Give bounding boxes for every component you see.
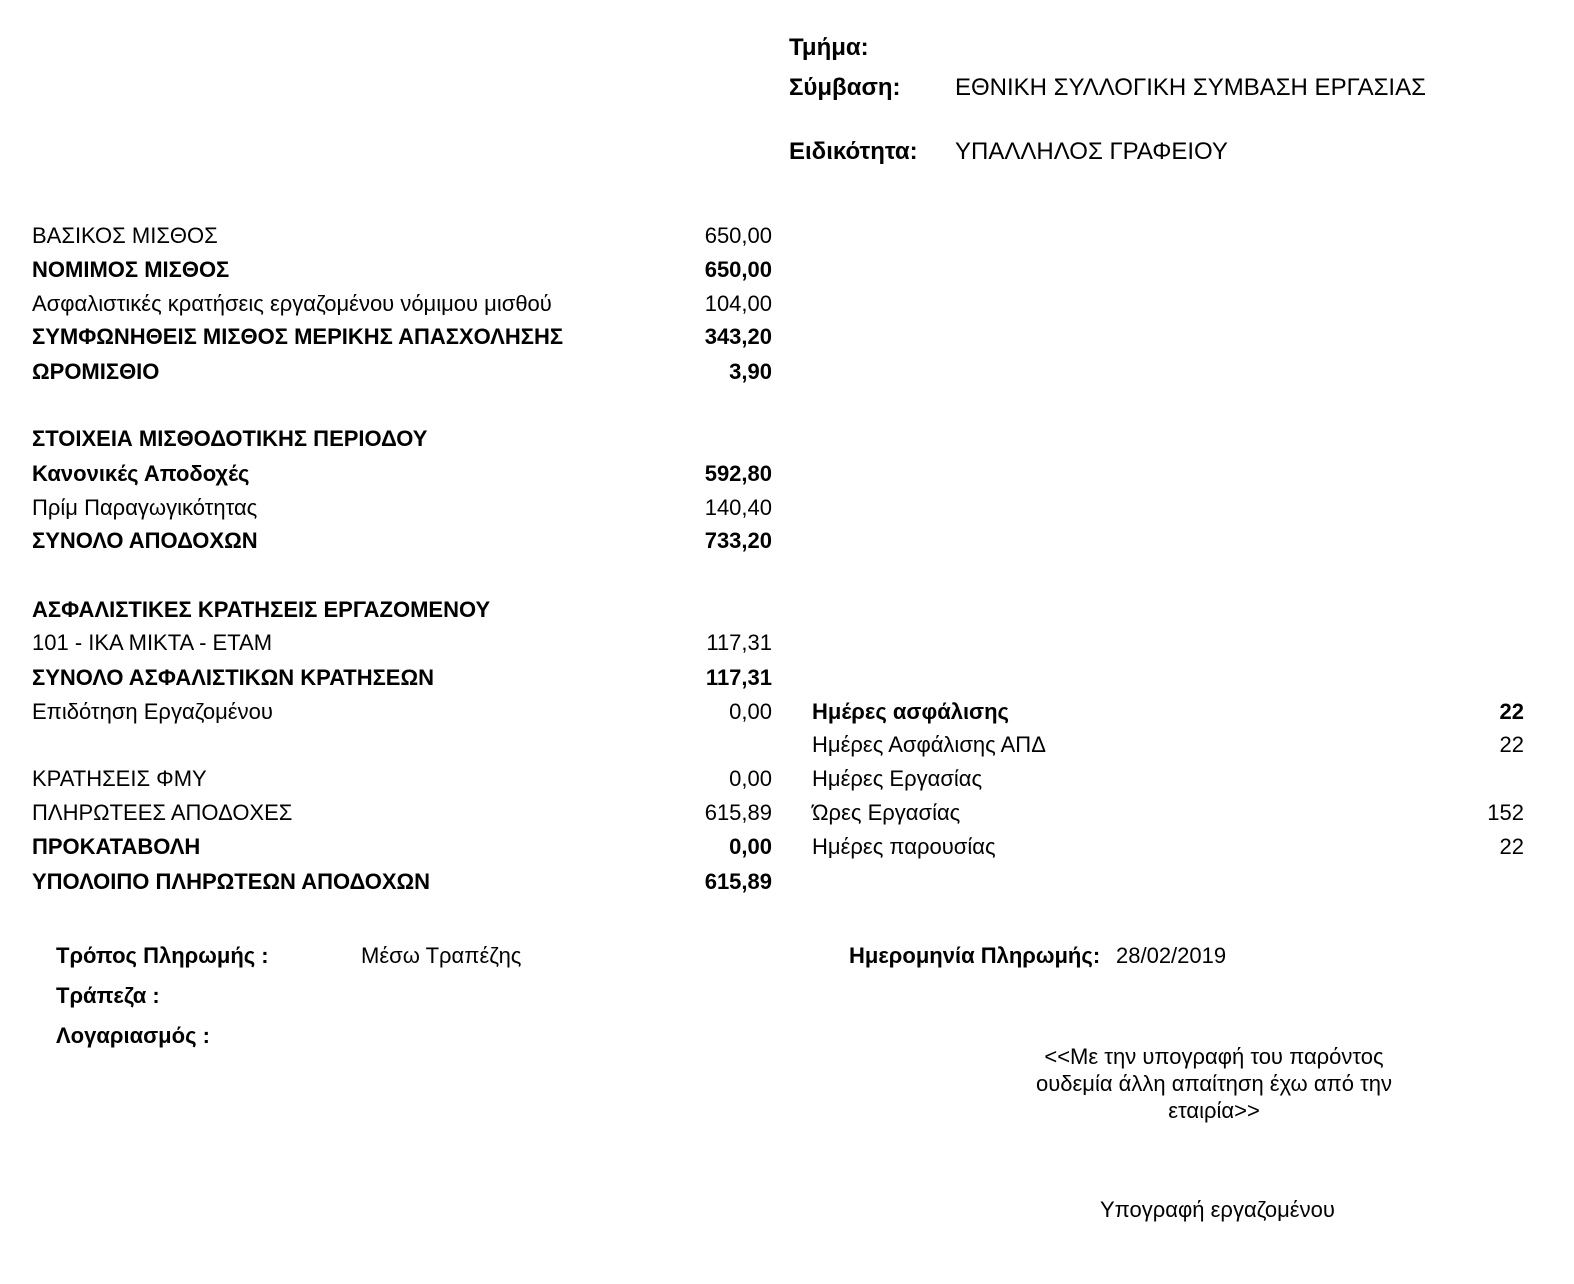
- signature-label: Υπογραφή εργαζομένου: [1100, 1197, 1335, 1222]
- final-line-value: 615,89: [704, 800, 772, 825]
- insurance-title: ΑΣΦΑΛΙΣΤΙΚΕΣ ΚΡΑΤΗΣΕΙΣ ΕΡΓΑΖΟΜΕΝΟΥ: [32, 597, 491, 622]
- payment-method-value: Μέσω Τραπέζης: [361, 943, 522, 968]
- days-line-label: Ημέρες Εργασίας: [812, 766, 983, 791]
- final-line-value: 0,00: [729, 834, 772, 859]
- final-line-label: ΥΠΟΛΟΙΠΟ ΠΛΗΡΩΤΕΩΝ ΑΠΟΔΟΧΩΝ: [32, 869, 431, 894]
- salary-line-value: 650,00: [704, 223, 772, 248]
- insurance-line-label: ΣΥΝΟΛΟ ΑΣΦΑΛΙΣΤΙΚΩΝ ΚΡΑΤΗΣΕΩΝ: [32, 665, 435, 690]
- declaration-line: <<Με την υπογραφή του παρόντος: [1044, 1044, 1384, 1069]
- period-line-label: Κανονικές Αποδοχές: [32, 461, 250, 486]
- days-line-label: Ημέρες ασφάλισης: [812, 699, 1009, 724]
- days-line-label: Ώρες Εργασίας: [812, 800, 961, 825]
- declaration-line: ουδεμία άλλη απαίτηση έχω από την: [1035, 1071, 1393, 1096]
- days-line-value: 22: [1499, 732, 1524, 757]
- final-line-label: ΠΛΗΡΩΤΕΕΣ ΑΠΟΔΟΧΕΣ: [32, 800, 293, 825]
- period-line-label: ΣΥΝΟΛΟ ΑΠΟΔΟΧΩΝ: [32, 528, 258, 553]
- salary-line-label: ΣΥΜΦΩΝΗΘΕΙΣ ΜΙΣΘΟΣ ΜΕΡΙΚΗΣ ΑΠΑΣΧΟΛΗΣΗΣ: [32, 324, 564, 349]
- insurance-line-value: 117,31: [705, 665, 772, 690]
- salary-line-label: ΒΑΣΙΚΟΣ ΜΙΣΘΟΣ: [32, 223, 218, 248]
- days-line-label: Ημέρες Ασφάλισης ΑΠΔ: [812, 732, 1046, 757]
- days-line-value: 22: [1499, 699, 1524, 724]
- days-line-label: Ημέρες παρουσίας: [812, 834, 996, 859]
- final-line-label: ΠΡΟΚΑΤΑΒΟΛΗ: [32, 834, 201, 859]
- salary-line-value: 104,00: [704, 291, 772, 316]
- period-line-label: Πρίμ Παραγωγικότητας: [32, 495, 258, 520]
- final-line-value: 0,00: [729, 766, 772, 791]
- insurance-line-label: Επιδότηση Εργαζομένου: [32, 699, 273, 724]
- days-line-value: 152: [1487, 800, 1524, 825]
- contract-value: ΕΘΝΙΚΗ ΣΥΛΛΟΓΙΚΗ ΣΥΜΒΑΣΗ ΕΡΓΑΣΙΑΣ: [955, 74, 1426, 101]
- days-line-value: 22: [1499, 834, 1524, 859]
- salary-line-label: Ασφαλιστικές κρατήσεις εργαζομένου νόμιμου μισθού: [32, 291, 552, 316]
- specialty-label: Ειδικότητα:: [789, 138, 918, 165]
- final-line-value: 615,89: [704, 869, 772, 894]
- insurance-line-value: 117,31: [706, 630, 772, 655]
- salary-line-value: 650,00: [704, 257, 772, 282]
- payment-date-label: Ημερομηνία Πληρωμής:: [849, 943, 1101, 968]
- salary-line-value: 3,90: [729, 359, 772, 384]
- contract-label: Σύμβαση:: [789, 74, 901, 101]
- period-line-value: 592,80: [704, 461, 772, 486]
- insurance-line-value: 0,00: [729, 699, 772, 724]
- salary-line-label: ΝΟΜΙΜΟΣ ΜΙΣΘΟΣ: [32, 257, 230, 282]
- period-line-value: 140,40: [704, 495, 772, 520]
- account-label: Λογαριασμός :: [56, 1023, 210, 1048]
- payment-method-label: Τρόπος Πληρωμής :: [56, 943, 269, 968]
- period-title: ΣΤΟΙΧΕΙΑ ΜΙΣΘΟΔΟΤΙΚΗΣ ΠΕΡΙΟΔΟΥ: [32, 426, 428, 451]
- declaration-line: εταιρία>>: [1168, 1098, 1260, 1123]
- insurance-line-label: 101 - ΙΚΑ ΜΙΚΤΑ - ΕΤΑΜ: [32, 630, 273, 655]
- department-label: Τμήμα:: [789, 34, 869, 61]
- payment-date-value: 28/02/2019: [1116, 943, 1227, 968]
- period-line-value: 733,20: [704, 528, 772, 553]
- bank-label: Τράπεζα :: [56, 983, 160, 1008]
- final-line-label: ΚΡΑΤΗΣΕΙΣ ΦΜΥ: [32, 766, 207, 791]
- salary-line-value: 343,20: [704, 324, 772, 349]
- salary-line-label: ΩΡΟΜΙΣΘΙΟ: [32, 359, 160, 384]
- specialty-value: ΥΠΑΛΛΗΛΟΣ ΓΡΑΦΕΙΟΥ: [955, 138, 1228, 165]
